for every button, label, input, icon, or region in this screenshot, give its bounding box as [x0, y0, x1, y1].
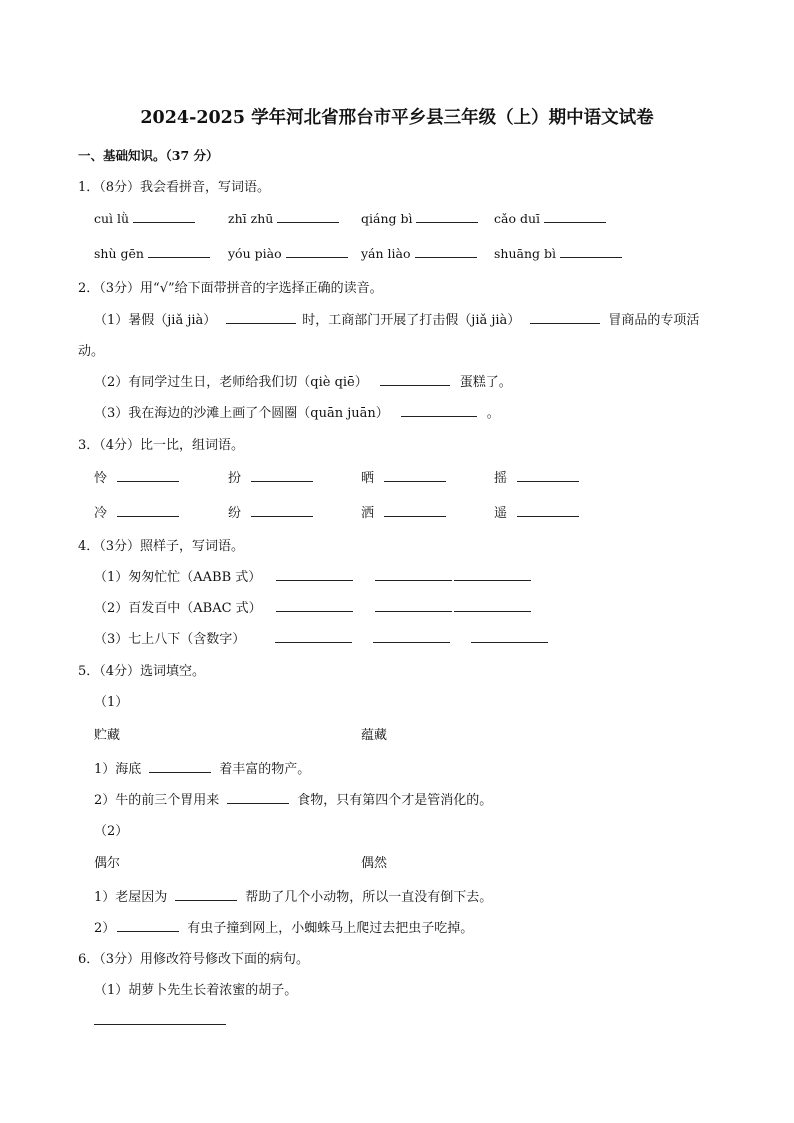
char-item: 扮: [228, 467, 313, 486]
pinyin-item: yóu piào: [228, 244, 348, 261]
question-6-stem: 6．（3分）用修改符号修改下面的病句。: [78, 952, 310, 967]
answer-blank[interactable]: [401, 403, 477, 417]
answer-blank[interactable]: [286, 244, 348, 258]
answer-line[interactable]: [94, 1024, 226, 1025]
part-label: （1）: [94, 695, 129, 710]
sick-sentence: （1）胡萝卜先生长着浓蜜的胡子。: [94, 983, 298, 998]
answer-blank[interactable]: [517, 468, 579, 482]
answer-blank[interactable]: [415, 244, 477, 258]
word-choice: 偶然: [361, 856, 388, 871]
answer-blank[interactable]: [117, 468, 179, 482]
answer-blank[interactable]: [276, 611, 353, 612]
question-5-stem: 5．（4分）选词填空。: [78, 664, 206, 679]
answer-blank[interactable]: [454, 580, 531, 581]
question-2-sentence-2: （2）有同学过生日，老师给我们切（qiè qiē） 蛋糕了。: [94, 371, 512, 390]
answer-blank[interactable]: [454, 611, 531, 612]
pinyin-item: yán liào: [361, 244, 477, 261]
char-item: 遥: [494, 502, 579, 521]
pinyin-item: cǎo duī: [494, 209, 606, 226]
question-1-stem: 1．（8分）我会看拼音，写词语。: [78, 180, 271, 195]
section-heading: 一、基础知识。（37 分）: [78, 148, 219, 163]
pinyin-item: shù gēn: [94, 244, 210, 261]
page-title: 2024-2025 学年河北省邢台市平乡县三年级（上）期中语文试卷: [140, 108, 654, 128]
answer-blank[interactable]: [375, 580, 452, 581]
answer-blank[interactable]: [544, 209, 606, 223]
word-pattern-item: （3）七上八下（含数字）: [94, 632, 246, 647]
pinyin-item: cuì lǜ: [94, 209, 195, 226]
question-2-sentence-1: （1）暑假（jiǎ jià） 时，工商部门开展了打击假（jiǎ jià） 冒商品的专项活: [94, 309, 699, 328]
answer-blank[interactable]: [148, 244, 210, 258]
answer-blank[interactable]: [175, 887, 237, 901]
answer-blank[interactable]: [384, 503, 446, 517]
question-2-stem: 2．（3分）用“√”给下面带拼音的字选择正确的读音。: [78, 281, 383, 296]
answer-blank[interactable]: [133, 209, 195, 223]
answer-blank[interactable]: [275, 642, 352, 643]
answer-blank[interactable]: [530, 310, 600, 324]
answer-blank[interactable]: [251, 503, 313, 517]
answer-blank[interactable]: [373, 642, 450, 643]
word-choice: 蕴藏: [361, 728, 388, 743]
answer-blank[interactable]: [227, 790, 289, 804]
answer-blank[interactable]: [117, 503, 179, 517]
pinyin-item: qiáng bì: [361, 209, 478, 226]
answer-blank[interactable]: [117, 918, 179, 932]
answer-blank[interactable]: [384, 468, 446, 482]
answer-blank[interactable]: [560, 244, 622, 258]
answer-blank[interactable]: [517, 503, 579, 517]
question-2-sentence-1-cont: 动。: [78, 344, 105, 359]
word-pattern-item: （1）匆匆忙忙（AABB 式）: [94, 570, 262, 585]
fill-sentence: 2） 有虫子撞到网上，小蜘蛛马上爬过去把虫子吃掉。: [94, 917, 473, 936]
pinyin-item: shuāng bì: [494, 244, 622, 261]
answer-blank[interactable]: [375, 611, 452, 612]
answer-blank[interactable]: [149, 759, 211, 773]
fill-sentence: 1）海底 着丰富的物产。: [94, 758, 310, 777]
char-item: 晒: [361, 467, 446, 486]
answer-blank[interactable]: [277, 209, 339, 223]
answer-blank[interactable]: [226, 310, 296, 324]
answer-blank[interactable]: [380, 372, 450, 386]
pinyin-item: zhī zhū: [228, 209, 339, 226]
question-4-stem: 4．（3分）照样子，写词语。: [78, 539, 245, 554]
question-2-sentence-3: （3）我在海边的沙滩上画了个圆圈（quān juān） 。: [94, 402, 500, 421]
word-choice: 贮藏: [94, 728, 121, 743]
char-item: 冷: [94, 502, 179, 521]
part-label: （2）: [94, 824, 129, 839]
word-choice: 偶尔: [94, 856, 121, 871]
char-item: 纷: [228, 502, 313, 521]
answer-blank[interactable]: [251, 468, 313, 482]
answer-blank[interactable]: [416, 209, 478, 223]
question-3-stem: 3．（4分）比一比，组词语。: [78, 438, 245, 453]
answer-blank[interactable]: [276, 580, 353, 581]
word-pattern-item: （2）百发百中（ABAC 式）: [94, 601, 262, 616]
char-item: 洒: [361, 502, 446, 521]
answer-blank[interactable]: [471, 642, 548, 643]
char-item: 摇: [494, 467, 579, 486]
fill-sentence: 2）牛的前三个胃用来 食物，只有第四个才是管消化的。: [94, 789, 492, 808]
fill-sentence: 1）老屋因为 帮助了几个小动物，所以一直没有倒下去。: [94, 886, 492, 905]
char-item: 怜: [94, 467, 179, 486]
